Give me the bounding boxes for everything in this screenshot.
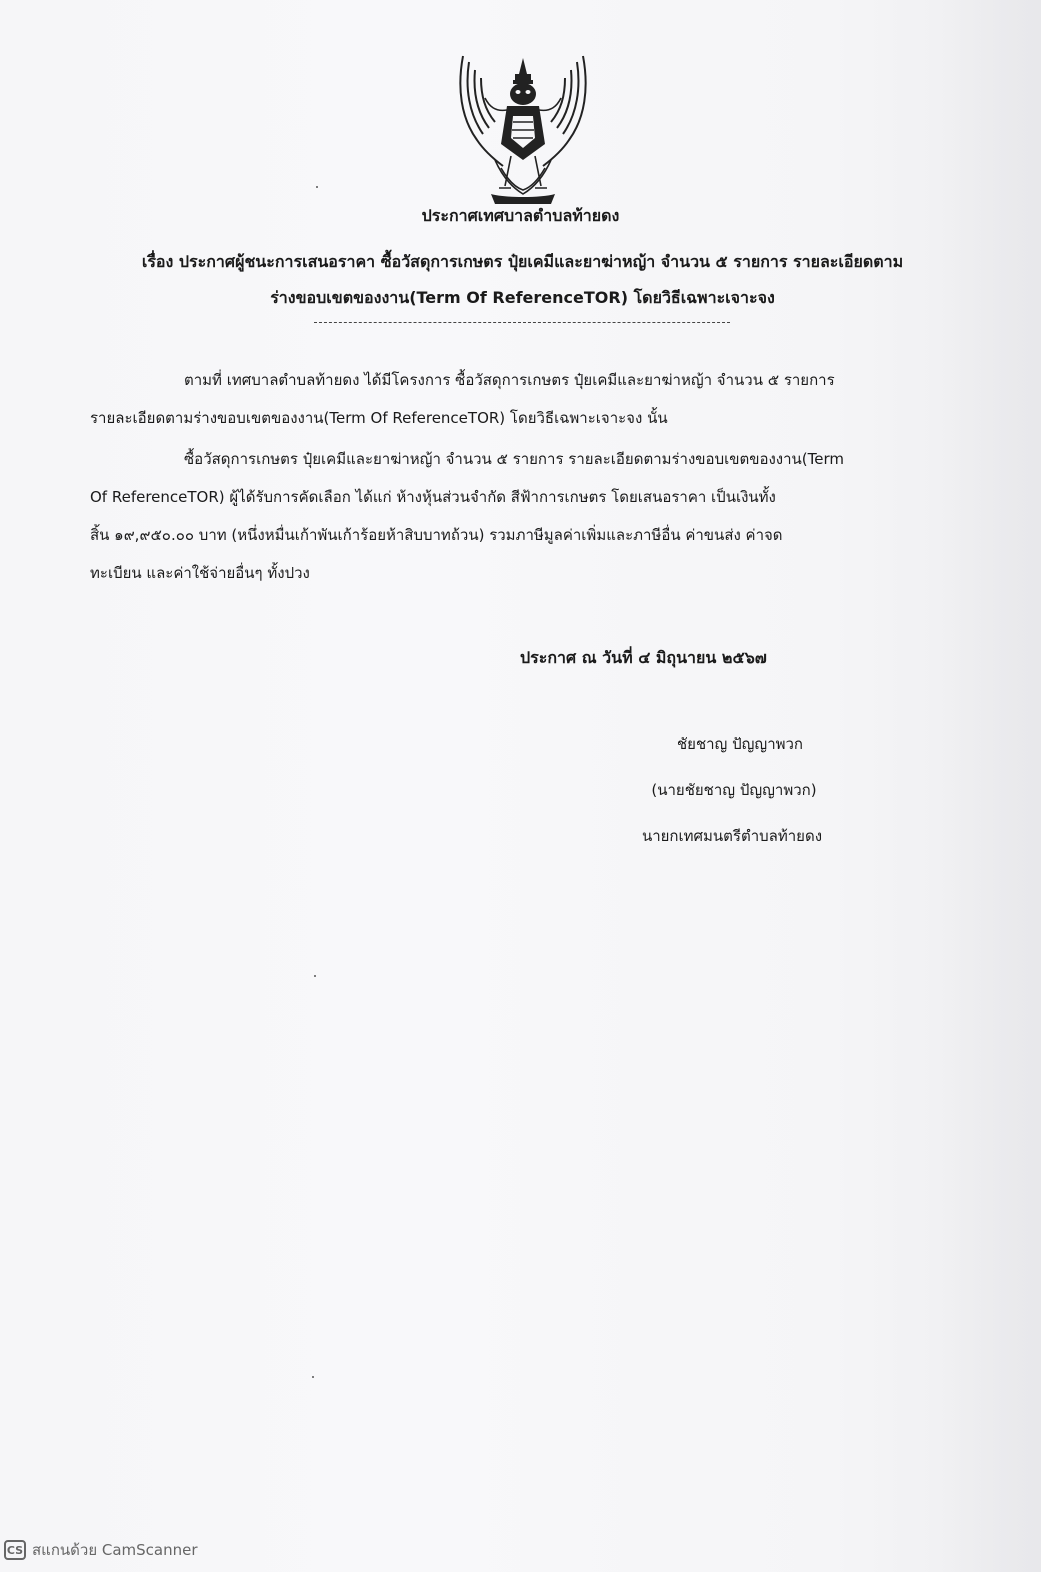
subject-line: ร่างขอบเขตของงาน(Term Of ReferenceTOR) โดยวิธีเฉพาะเจาะจง <box>270 288 775 307</box>
garuda-emblem-icon <box>455 48 591 206</box>
scanner-watermark <box>4 1538 198 1562</box>
paragraph-winner <box>90 440 948 592</box>
signature-name: ชัยชาญ ปัญญาพวก <box>676 735 804 753</box>
paragraph-background <box>90 361 948 437</box>
paragraph-line: ซื้อวัสดุการเกษตร ปุ๋ยเคมีและยาฆ่าหญ้า จำนวน ๕ รายการ รายละเอียดตามร่างขอบเขตของงาน(Term <box>184 450 845 468</box>
section-divider <box>314 322 730 323</box>
paragraph-line: ตามที่ เทศบาลตำบลท้ายดง ได้มีโครงการ ซื้อวัสดุการเกษตร ปุ๋ยเคมีและยาฆ่าหญ้า จำนวน ๕ รายการ <box>184 371 835 389</box>
scan-speck <box>312 1376 314 1378</box>
announcement-date: ประกาศ ณ วันที่ ๔ มิถุนายน ๒๕๖๗ <box>520 648 767 667</box>
paragraph-line: รายละเอียดตามร่างขอบเขตของงาน(Term Of ReferenceTOR) โดยวิธีเฉพาะเจาะจง นั้น <box>90 409 668 427</box>
paragraph-line: สิ้น ๑๙,๙๕๐.๐๐ บาท (หนึ่งหมื่นเก้าพันเก้าร้อยห้าสิบบาทถ้วน) รวมภาษีมูลค่าเพิ่มและภาษีอื่น ค่าขนส่ง ค่าจด <box>90 526 783 544</box>
paragraph-line: Of ReferenceTOR) ผู้ได้รับการคัดเลือก ได้แก่ ห้างหุ้นส่วนจำกัด สีฟ้าการเกษตร โดยเสนอราคา เป็นเงินทั้ง <box>90 488 776 506</box>
document-title: ประกาศเทศบาลตำบลท้ายดง <box>421 206 620 225</box>
scan-speck <box>316 186 318 188</box>
subject-line: เรื่อง ประกาศผู้ชนะการเสนอราคา ซื้อวัสดุการเกษตร ปุ๋ยเคมีและยาฆ่าหญ้า จำนวน ๕ รายการ รายละเอียดตาม <box>141 252 904 271</box>
scanner-label: สแกนด้วย CamScanner <box>32 1541 198 1559</box>
camscanner-logo-icon: CS <box>4 1540 26 1560</box>
page-edge-shadow <box>941 0 1041 1572</box>
subject-heading <box>90 244 955 316</box>
signatory-full-name: (นายชัยชาญ ปัญญาพวก) <box>651 781 817 799</box>
signatory-position: นายกเทศมนตรีตำบลท้ายดง <box>641 827 823 845</box>
paragraph-line: ทะเบียน และค่าใช้จ่ายอื่นๆ ทั้งปวง <box>90 564 310 582</box>
scan-speck <box>314 975 316 977</box>
